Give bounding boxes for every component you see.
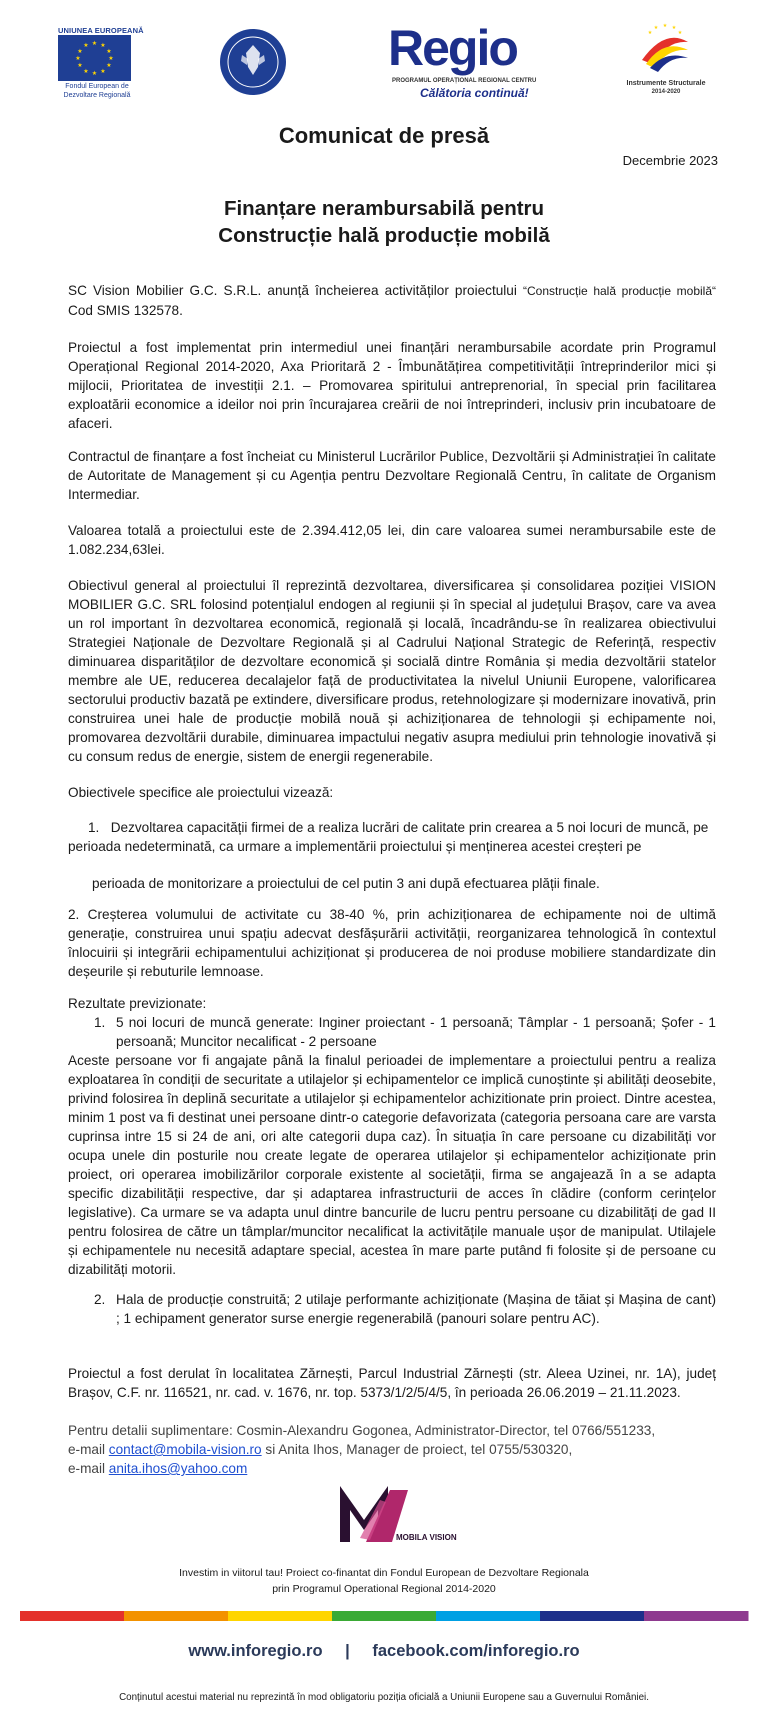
svg-text:★: ★ xyxy=(100,43,106,49)
footer-web-links xyxy=(0,1642,768,1661)
location-paragraph xyxy=(68,1364,716,1402)
eu-fund-label: Fondul European de Dezvoltare Regională xyxy=(63,83,131,99)
result-item-2 xyxy=(68,1290,716,1328)
objective-item-2 xyxy=(68,905,716,981)
contact-line-2: si Anita Ihos, Manager de proiect, tel 0755/530320, xyxy=(261,1442,573,1457)
svg-text:★: ★ xyxy=(83,43,89,49)
svg-text:★: ★ xyxy=(100,69,106,75)
employment-paragraph xyxy=(68,1051,716,1279)
footer-cofinance-line1: Investim in viitorul tau! Proiect co-finantat din Fondul European de Dezvoltare Regionala xyxy=(179,1567,589,1579)
email-prefix-2: e-mail xyxy=(68,1461,109,1476)
result-1-number: 1. xyxy=(94,1015,106,1030)
project-title-line1: Finanțare nerambursabilă pentru xyxy=(223,197,545,220)
regio-program-label: PROGRAMUL OPERAȚIONAL REGIONAL CENTRU xyxy=(392,78,537,84)
result-2-text: Hala de producție construită; 2 utilaje performante achiziționate (Mașina de tăiat și Mașina de cant) ; 1 echipament generator surse energie regenerabilă (panouri solare pentru AC). xyxy=(116,1292,716,1326)
employment-text: Aceste persoane vor fi angajate până la finalul perioadei de implementare a proiectului pentru a realiza exploatarea în condiții de securitate a utilajelor și echipamentelor ce implică cunoștinte și abilități deosebite, privind folosirea în deplină securitate a utilajelor și echipamentelor achizitionate prin proiect. Dintre acestea, minim 1 post va fi destinat unei persoane dintr-o categorie defavorizata (categoria persoana care are varsta cuprinsa intre 15 si 24 de ani, ori alte categorii dupa caz). În situația în care persoane cu dizabilități vor ocupa unele din posturile nou create legate de operarea utilajelor și echipamentelor achiziționate prin proiect, ori operarea imobilizărilor corporale existente al societății, firma se angajează în a se adapta specific dizabilității respective, dar și adaptarea infrastructurii de acces în clădire (conform cerințelor legislative). Ca urmare se va adapta unul dintre bancurile de lucru pentru persoane cu dizabilități de gad II pentru folosirea de către un tâmplar/muncitor necalificat la activitățile manuale ușor de manipulat. Utilajele și echipamentele nu necesită adaptare special, acestea în mare parte putând fi folosite și de persoane cu dizabilități motorii. xyxy=(68,1053,716,1277)
svg-text:★: ★ xyxy=(91,71,98,77)
structural-instruments-label: Instrumente Structurale xyxy=(626,80,706,87)
contact-line-1: Pentru detalii suplimentare: Cosmin-Alexandru Gogonea, Administrator-Director, tel 0766/551233, xyxy=(68,1423,656,1438)
result-item-1 xyxy=(68,1013,716,1051)
svg-text:★: ★ xyxy=(653,25,659,31)
eu-label: UNIUNEA EUROPEANĂ xyxy=(58,26,144,35)
svg-text:★: ★ xyxy=(647,30,653,36)
svg-text:★: ★ xyxy=(671,25,677,31)
mobila-vision-logo xyxy=(336,1480,457,1548)
value-text: Valoarea totală a proiectului este de 2.394.412,05 lei, din care valoarea sumei nerambursabile este de 1.082.234,63lei. xyxy=(68,523,716,557)
location-text: Proiectul a fost derulat în localitatea Zărnești, Parcul Industrial Zărnești (str. Aleea Uzinei, nr. 1A), județ Brașov, C.F. nr. 116521, nr. cad. v. 1676, nr. top. 5373/1/2/5/4/5, în perioada 26.06.2019 – 21.11.2023. xyxy=(68,1366,716,1400)
eu-flag-icon xyxy=(58,35,131,81)
objective-item-1 xyxy=(68,818,716,893)
footer-separator: | xyxy=(345,1642,350,1660)
email-link-contact[interactable]: contact@mobila-vision.ro xyxy=(108,1442,262,1457)
result-2-number: 2. xyxy=(94,1292,106,1307)
project-name-quote: “Construcție hală producție mobilă“ xyxy=(522,284,716,298)
stripe-segment xyxy=(644,1611,749,1621)
objective-1-continuation: perioada de monitorizare a proiectului de cel putin 3 ani după efectuarea plății finale. xyxy=(92,876,600,891)
results-label: Rezultate previzionate: xyxy=(68,996,207,1011)
svg-text:★: ★ xyxy=(77,49,83,55)
structural-instruments-icon xyxy=(634,20,696,78)
email-link-manager[interactable]: anita.ihos@yahoo.com xyxy=(108,1461,248,1476)
svg-text:★: ★ xyxy=(106,49,112,55)
stripe-segment xyxy=(436,1611,541,1621)
svg-text:★: ★ xyxy=(77,63,83,69)
email-prefix: e-mail xyxy=(68,1442,109,1457)
contact-block xyxy=(68,1421,728,1478)
website-link[interactable]: www.inforegio.ro xyxy=(188,1642,323,1660)
objective-paragraph xyxy=(68,576,716,766)
objective-text: Obiectivul general al proiectului îl reprezintă dezvoltarea, diversificarea și consolidarea poziției VISION MOBILIER G.C. SRL folosind potențialul endogen al regiunii și în special al județului Brașov, care va avea un rol important în dezvoltarea economică, regională și locală, încadrându-se în realizarea obiectivului Strategiei Naționale de Dezvoltare Regională și al Cadrului Național Strategic de Referință, respectiv diminuarea disparităților de dezvoltare economică și socială dintre România și media dezvoltării statelor membre ale UE, reducerea decalajelor față de productivitatea la nivelul Uniunii Europene, valorificarea sectorului productiv bazată pe extindere, diversificare produs, retehnologizare și modernizare inovativă, prin construirea unei hale de producție mobilă nouă și achiziționarea de tehnologii și echipamente noi, promovarea dezvoltării durabile, diminuarea impactului negativ asupra mediului prin tehnologie inovativă și cu consum redus de energie, sistem de energii regenerabile. xyxy=(68,578,716,764)
project-title-line2: Construcție hală producție mobilă xyxy=(218,224,550,247)
regio-logo: Regio xyxy=(388,20,517,76)
svg-text:★: ★ xyxy=(106,63,112,69)
objective-1-number: 1. xyxy=(88,820,100,835)
footer-cofinance-line2: prin Programul Operational Regional 2014-2020 xyxy=(272,1583,496,1595)
intro-paragraph xyxy=(68,281,716,320)
mobila-vision-label: MOBILA VISION xyxy=(396,1533,457,1542)
specific-objectives-label: Obiectivele specifice ale proiectului vizează: xyxy=(68,785,334,800)
release-date: Decembrie 2023 xyxy=(622,153,718,168)
facebook-link[interactable]: facebook.com/inforegio.ro xyxy=(372,1642,580,1660)
page-title: Comunicat de presă xyxy=(278,123,490,148)
stripe-segment xyxy=(332,1611,437,1621)
svg-text:★: ★ xyxy=(75,56,81,62)
color-stripe xyxy=(20,1608,748,1618)
regio-slogan: Călătoria continuă! xyxy=(420,86,529,100)
objective-1-text: Dezvoltarea capacității firmei de a realiza lucrări de calitate prin crearea a 5 noi locuri de muncă, pe perioada nedeterminată, ca urmare a implementării proiectului și menținerea acestei creșteri pe xyxy=(68,820,709,854)
smis-code: Cod SMIS 132578. xyxy=(68,303,183,318)
funding-text: Proiectul a fost implementat prin intermediul unei finanțări nerambursabile acordate prin Programul Operațional Regional 2014-2020, Axa Prioritară 2 - Îmbunătățirea competitivității întreprinderilor mici și mijlocii, Prioritatea de investiții 2.1. – Promovarea spiritului antreprenorial, în special prin facilitarea exploatării economice a ideilor noi prin încurajarea creării de noi întreprinderi, inclusiv prin incubatoare de afaceri. xyxy=(68,340,716,431)
structural-instruments-years: 2014-2020 xyxy=(651,89,681,95)
funding-paragraph xyxy=(68,338,716,433)
government-seal-icon xyxy=(218,27,288,97)
footer-disclaimer: Conținutul acestui material nu reprezintă în mod obligatoriu poziția oficială a Uniunii Europene sau a Guvernului României. xyxy=(119,1692,649,1703)
stripe-segment xyxy=(20,1611,125,1621)
svg-text:★: ★ xyxy=(83,69,89,75)
objective-2-text: 2. Creșterea volumului de activitate cu 38-40 %, prin achiziționarea de echipamente noi de ultimă generație, construirea unui spațiu adecvat desfășurării activității, reorganizarea tehnologică în contextul înlocuirii și integrării echipamentului achiziționat și producerea de noi produse mobiliere standardizate din deșeurile și rebuturile lemnoase. xyxy=(68,907,716,979)
result-1-text: 5 noi locuri de muncă generate: Inginer proiectant - 1 persoană; Tâmplar - 1 persoană; Șofer - 1 persoană; Muncitor necalificat - 2 persoane xyxy=(116,1015,716,1049)
project-title xyxy=(0,195,768,249)
intro-text: SC Vision Mobilier G.C. S.R.L. anunță încheierea activităților proiectului xyxy=(68,283,523,298)
contract-text: Contractul de finanțare a fost încheiat cu Ministerul Lucrărilor Publice, Dezvoltării și Administrației în calitate de Autoritate de Management și cu Agenția pentru Dezvoltare Regională Centru, în calitate de Organism Intermediar. xyxy=(68,449,716,502)
stripe-segment xyxy=(124,1611,229,1621)
contract-paragraph xyxy=(68,447,716,504)
stripe-segment xyxy=(540,1611,645,1621)
value-paragraph xyxy=(68,521,716,559)
svg-text:★: ★ xyxy=(108,56,114,62)
svg-text:★: ★ xyxy=(662,23,668,29)
stripe-segment xyxy=(228,1611,333,1621)
svg-text:★: ★ xyxy=(677,30,683,36)
svg-text:★: ★ xyxy=(91,41,98,47)
